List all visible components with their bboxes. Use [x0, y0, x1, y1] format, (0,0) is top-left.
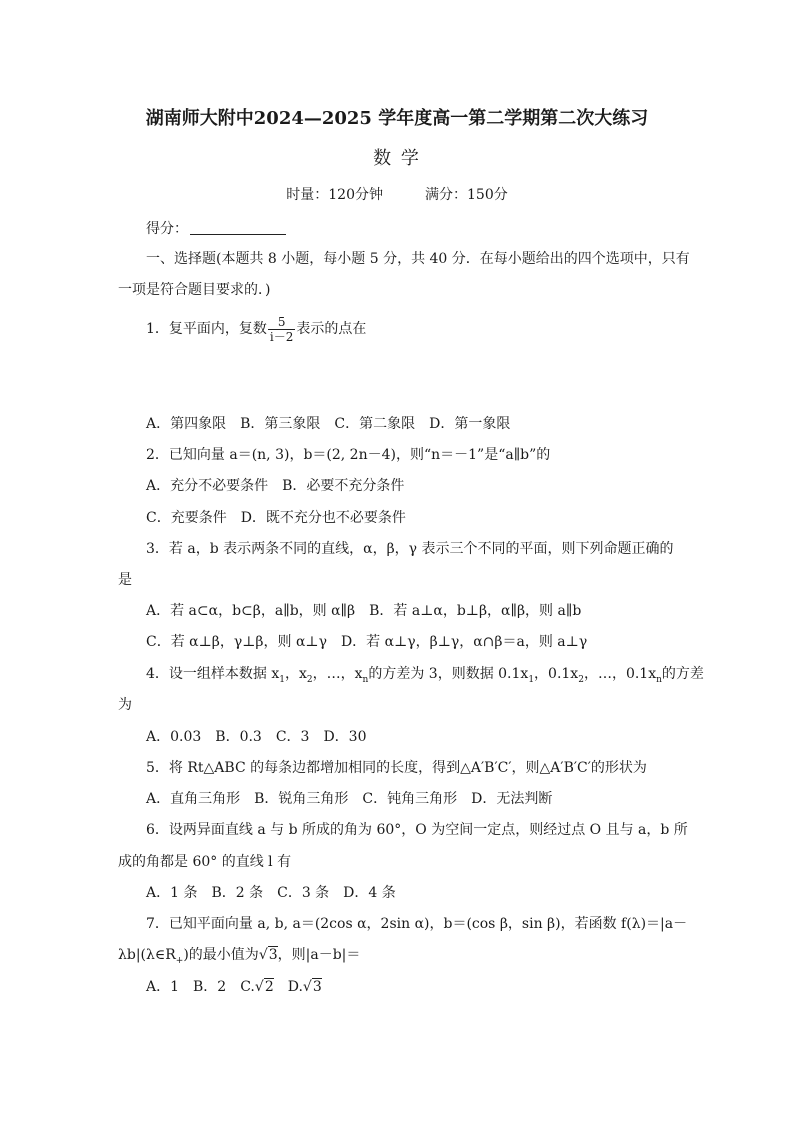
q7-opt-d: D.: [273, 979, 303, 995]
q7-root-3: 3: [268, 947, 278, 963]
q7-opt-root-3: 3: [312, 979, 322, 995]
q7-part-b: )的最小值为: [183, 947, 259, 963]
q1-suffix: 表示的点在: [296, 321, 367, 337]
q4-sub-n: n: [362, 674, 369, 685]
q4-part-e: ，0.1x: [534, 666, 579, 682]
question-4-stem-1: [146, 664, 704, 690]
q7-sqrt-2: √2: [254, 979, 274, 995]
section1-intro-line1: 一、选择题(本题共 8 小题，每小题 5 分，共 40 分．在每小题给出的四个选项中，只有: [146, 251, 690, 267]
q4-part-d: 的方差为 3，则数据 0.1x: [368, 666, 529, 682]
q7-sub-plus: +: [175, 955, 184, 966]
question-5-stem: 5．将 Rt△ABC 的每条边都增加相同的长度，得到△A′B′C′，则△A′B′C′的形状为: [146, 760, 647, 776]
q4-sub-2: 2: [306, 674, 313, 685]
question-4-options: A．0.03 B．0.3 C．3 D．30: [146, 729, 367, 745]
question-7-options: [146, 977, 322, 997]
question-7-stem-1: 7．已知平面向量 a, b, a＝(2cos α，2sin α)，b＝(cos β，sin β)，若函数 f(λ)＝|a－: [146, 916, 688, 932]
q7-sqrt-3: √3: [258, 947, 278, 963]
q7-part-a: λb|(λ∈R: [118, 947, 176, 963]
q1-fraction: [268, 315, 295, 344]
score-field: [146, 219, 286, 239]
q4-part-c: ，…，x: [312, 666, 363, 682]
question-4-stem-2: 为: [118, 697, 132, 713]
question-6-stem-2: 成的角都是 60° 的直线 l 有: [118, 854, 292, 870]
question-3-options-1: A．若 a⊂α，b⊂β，a∥b，则 α∥β B．若 a⊥α，b⊥β，α∥β，则 a∥b: [146, 603, 582, 619]
exam-title: 湖南师大附中2024—2025 学年度高一第二学期第二次大练习: [145, 108, 649, 129]
q1-prefix: 1．复平面内，复数: [146, 321, 267, 337]
question-6-stem-1: 6．设两异面直线 a 与 b 所成的角为 60°，O 为空间一定点，则经过点 O 且与 a，b 所: [146, 822, 688, 838]
q4-part-b: ，x: [285, 666, 307, 682]
q1-frac-den: i－2: [269, 329, 294, 344]
q7-sqrt-3b: √3: [302, 979, 322, 995]
question-3-options-2: C．若 α⊥β，γ⊥β，则 α⊥γ D．若 α⊥γ，β⊥γ，α∩β＝a，则 a⊥γ: [146, 634, 588, 650]
q4-sub-2b: 2: [578, 674, 584, 685]
q4-sub-1: 1: [279, 674, 285, 685]
section1-intro-line2: 一项是符合题目要求的．): [118, 282, 271, 298]
question-1-stem: [146, 314, 366, 344]
subject-title: 数 学: [373, 148, 421, 169]
q7-opt-root-2: 2: [264, 979, 274, 995]
q4-part-g: 的方差: [661, 666, 704, 682]
question-2-options-2: C．充要条件 D．既不充分也不必要条件: [146, 510, 406, 526]
q4-part-a: 4．设一组样本数据 x: [146, 666, 280, 682]
score-label: 得分：: [146, 221, 188, 237]
question-6-options: A．1 条 B．2 条 C．3 条 D．4 条: [146, 885, 396, 901]
question-5-options: A．直角三角形 B．锐角三角形 C．钝角三角形 D．无法判断: [146, 791, 553, 807]
q1-frac-num: 5: [277, 314, 286, 329]
question-2-stem: 2．已知向量 a＝(n, 3)，b＝(2, 2n－4)，则“n＝－1”是“a∥b”的: [146, 447, 551, 463]
q4-sub-1b: 1: [528, 674, 535, 685]
score-blank[interactable]: [190, 220, 286, 235]
question-2-options-1: A．充分不必要条件 B．必要不充分条件: [146, 478, 405, 494]
question-1-options: A．第四象限 B．第三象限 C．第二象限 D．第一象限: [146, 416, 511, 432]
q7-part-c: ，则|a－b|＝: [277, 947, 361, 963]
question-3-stem-1: 3．若 a，b 表示两条不同的直线，α，β，γ 表示三个不同的平面，则下列命题正确的: [146, 541, 674, 557]
time-limit: 时量：120分钟: [286, 187, 383, 203]
exam-meta: [0, 185, 794, 205]
full-score: 满分：150分: [425, 187, 508, 203]
question-3-stem-2: 是: [118, 572, 132, 588]
q4-part-f: ，…，0.1x: [583, 666, 657, 682]
question-7-stem-2: [118, 945, 360, 971]
q7-opt-ab: A．1 B．2 C.: [146, 979, 255, 995]
q4-sub-nb: n: [656, 674, 662, 685]
